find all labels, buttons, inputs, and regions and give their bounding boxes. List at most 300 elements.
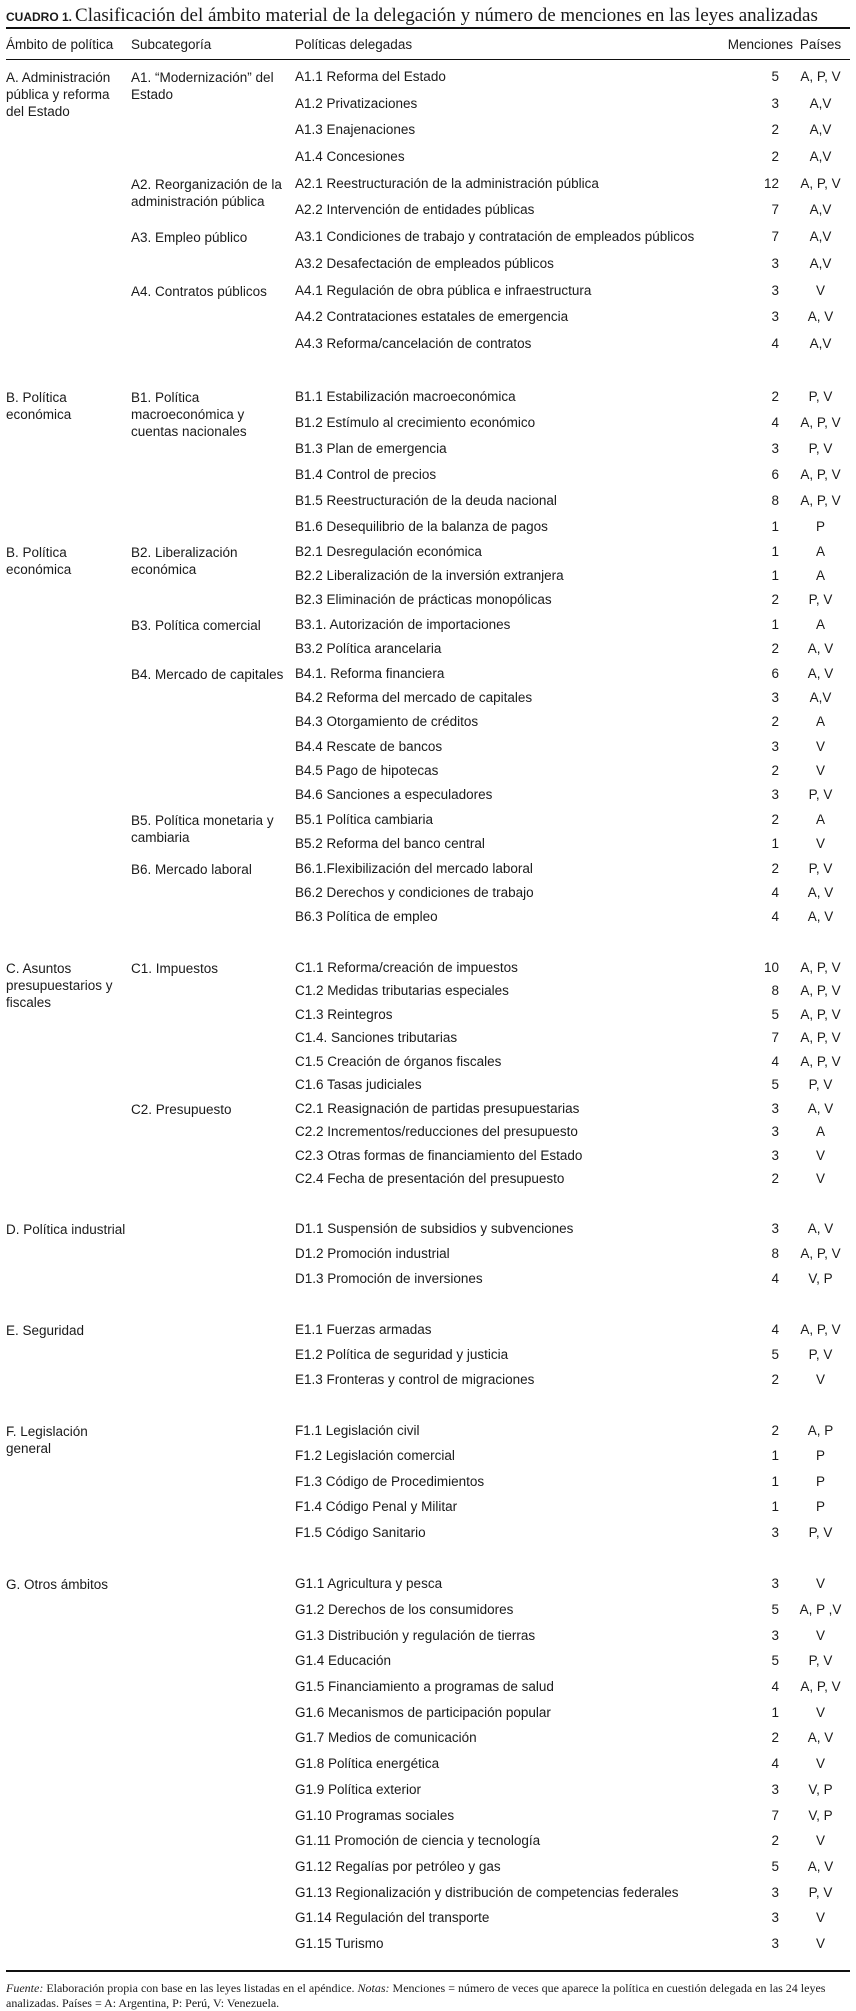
table-row (6, 1372, 850, 1397)
table-row (6, 283, 850, 310)
menciones-cell: 2 (771, 1730, 779, 1746)
header-menciones: Menciones (727, 36, 793, 52)
menciones-cell: 5 (771, 1602, 779, 1617)
menciones-cell: 3 (771, 1576, 779, 1592)
paises-cell: A, V (807, 909, 834, 925)
table-row (6, 690, 850, 714)
subcategoria-cell: A3. Empleo público (131, 230, 248, 246)
politica-cell: B4.2 Reforma del mercado de capitales (295, 689, 533, 705)
politica-cell: C2.3 Otras formas de financiamiento del Estado (295, 1147, 583, 1163)
menciones-cell: 3 (771, 689, 779, 705)
politica-cell: C1.5 Creación de órganos fiscales (295, 1053, 502, 1069)
menciones-cell: 1 (771, 1704, 779, 1720)
paises-cell: A, P, V (800, 959, 841, 975)
politica-cell: A1.1 Reforma del Estado (295, 69, 446, 84)
politica-cell: A4.1 Regulación de obra pública e infraestructura (295, 282, 592, 298)
menciones-cell: 3 (771, 1884, 779, 1900)
menciones-cell: 12 (763, 175, 779, 191)
table-row (6, 1808, 850, 1834)
paises-cell: V (815, 763, 825, 779)
menciones-cell: 3 (771, 255, 779, 271)
paises-cell: V (815, 1833, 825, 1849)
table-row (6, 1885, 850, 1911)
menciones-cell: 6 (771, 665, 779, 681)
paises-cell: P, V (808, 1884, 833, 1900)
politica-cell: A1.2 Privatizaciones (295, 95, 418, 111)
table-row (6, 1936, 850, 1962)
politica-cell: B1.5 Reestructuración de la deuda nacional (295, 492, 557, 508)
politica-cell: B5.1 Política cambiaria (295, 811, 434, 827)
paises-cell: A, V (807, 1220, 834, 1236)
politica-cell: C2.4 Fecha de presentación del presupuesto (295, 1171, 565, 1187)
table-body (6, 69, 850, 1962)
menciones-cell: 1 (771, 543, 779, 559)
paises-cell: A, P, V (800, 175, 841, 191)
section-0 (6, 69, 850, 363)
paises-cell: A (815, 616, 825, 632)
table-row (6, 1756, 850, 1782)
politica-cell: B1.6 Desequilibrio de la balanza de pagos (295, 518, 548, 534)
table-header (6, 29, 850, 60)
paises-cell: V (815, 836, 825, 852)
politica-cell: B1.4 Control de precios (295, 466, 437, 482)
fuente-label: Fuente: (6, 1980, 44, 1995)
paises-cell: V, P (808, 1807, 833, 1823)
politica-cell: C2.1 Reasignación de partidas presupuestarias (295, 1100, 580, 1116)
menciones-cell: 4 (771, 1321, 779, 1337)
menciones-cell: 5 (771, 1653, 779, 1669)
paises-cell: V (815, 1627, 825, 1643)
subcategoria-cell: B2. Liberalización económica (131, 544, 238, 577)
politica-cell: G1.13 Regionalización y distribución de competencias federales (295, 1884, 679, 1900)
paises-cell: A, P, V (800, 1030, 841, 1046)
section-3 (6, 960, 850, 1195)
paises-cell: A (815, 811, 825, 827)
ambito-cell: E. Seguridad (6, 1322, 85, 1338)
paises-cell: A, V (807, 641, 834, 657)
table-row (6, 592, 850, 616)
menciones-cell: 2 (771, 714, 779, 730)
paises-cell: P, V (808, 592, 833, 608)
politica-cell: F1.4 Código Penal y Militar (295, 1499, 458, 1515)
paises-cell: V (815, 282, 825, 298)
table-row (6, 983, 850, 1007)
politica-cell: B3.1. Autorización de importaciones (295, 616, 511, 632)
paises-cell: V, P (808, 1270, 833, 1286)
paises-cell: A, P, V (800, 1053, 841, 1069)
menciones-cell: 4 (771, 885, 779, 901)
politica-cell: G1.5 Financiamiento a programas de salud (295, 1679, 554, 1695)
politica-cell: A2.1 Reestructuración de la administración pública (295, 175, 599, 191)
politica-cell: B4.1. Reforma financiera (295, 665, 445, 681)
paises-cell: A,V (809, 122, 832, 138)
menciones-cell: 3 (771, 1147, 779, 1163)
menciones-cell: 3 (771, 1781, 779, 1797)
table-row (6, 1628, 850, 1654)
menciones-cell: 3 (771, 738, 779, 754)
subcategoria-cell: C2. Presupuesto (131, 1101, 232, 1117)
table-row (6, 1653, 850, 1679)
table-footer (6, 1970, 850, 2011)
ambito-cell: F. Legislación general (6, 1423, 88, 1456)
menciones-cell: 2 (771, 763, 779, 779)
ambito-cell: B. Política económica (6, 544, 72, 577)
menciones-cell: 2 (771, 1371, 779, 1387)
section-1 (6, 389, 850, 535)
paises-cell: A,V (809, 149, 832, 165)
table-row (6, 666, 850, 690)
paises-cell: A,V (809, 229, 832, 245)
menciones-cell: 1 (771, 1499, 779, 1515)
subcategoria-cell: B5. Política monetaria y cambiaria (131, 812, 274, 845)
ambito-cell: A. Administración pública y reforma del Estado (6, 70, 111, 119)
table-row (6, 1221, 850, 1246)
paises-cell: A,V (809, 689, 832, 705)
subcategoria-cell: C1. Impuestos (131, 960, 219, 976)
table-row (6, 1007, 850, 1031)
paises-cell: P, V (808, 860, 833, 876)
paises-cell: A, P ,V (799, 1602, 842, 1617)
paises-cell: V (815, 1704, 825, 1720)
notas-text: Menciones = número de veces que aparece la política en cuestión delegada en las 24 leyes analizadas. Países = A: Argentina, P: Perú, V: Venezuela. (6, 1980, 826, 2010)
menciones-cell: 7 (771, 229, 779, 245)
table-row (6, 763, 850, 787)
fuente-text: Elaboración propia con base en las leyes listadas en el apéndice. (46, 1980, 355, 1995)
menciones-cell: 7 (771, 1030, 779, 1046)
notas-label: Notas: (357, 1980, 390, 1995)
table-row (6, 1148, 850, 1172)
politica-cell: G1.10 Programas sociales (295, 1807, 455, 1823)
menciones-cell: 4 (771, 414, 779, 430)
menciones-cell: 3 (771, 1627, 779, 1643)
politica-cell: B3.2 Política arancelaria (295, 641, 442, 657)
table-caption: Clasificación del ámbito material de la delegación y número de menciones en las leyes analizadas (75, 5, 818, 26)
table-row (6, 787, 850, 811)
table-row (6, 309, 850, 336)
menciones-cell: 3 (771, 787, 779, 803)
politica-cell: A4.3 Reforma/cancelación de contratos (295, 335, 532, 351)
table-row (6, 861, 850, 885)
paises-cell: P, V (808, 1346, 833, 1362)
table-row (6, 714, 850, 738)
menciones-cell: 3 (771, 309, 779, 325)
table-row (6, 256, 850, 283)
paises-cell: V (815, 1935, 825, 1951)
menciones-cell: 1 (771, 1473, 779, 1489)
politica-cell: C2.2 Incrementos/reducciones del presupuesto (295, 1124, 578, 1140)
politica-cell: G1.4 Educación (295, 1653, 392, 1669)
table-row (6, 641, 850, 665)
politica-cell: G1.9 Política exterior (295, 1781, 422, 1797)
paises-cell: A,V (809, 335, 832, 351)
table-row (6, 1246, 850, 1271)
table-row (6, 1054, 850, 1078)
section-5 (6, 1322, 850, 1397)
paises-cell: A, P, V (800, 1321, 841, 1337)
menciones-cell: 3 (771, 1220, 779, 1236)
paises-cell: A,V (809, 95, 832, 111)
politica-cell: B2.3 Eliminación de prácticas monopólicas (295, 592, 552, 608)
politica-cell: B6.2 Derechos y condiciones de trabajo (295, 885, 534, 901)
subcategoria-cell: B3. Política comercial (131, 617, 261, 633)
paises-cell: A (815, 1124, 825, 1140)
subcategoria-cell: B6. Mercado laboral (131, 861, 252, 877)
politica-cell: D1.2 Promoción industrial (295, 1245, 450, 1261)
paises-cell: V (815, 1910, 825, 1926)
menciones-cell: 8 (771, 1245, 779, 1261)
politica-cell: G1.6 Mecanismos de participación popular (295, 1704, 551, 1720)
table-row (6, 175, 850, 209)
politica-cell: A1.3 Enajenaciones (295, 122, 416, 138)
paises-cell: A, P, V (800, 492, 841, 508)
table-row (6, 1859, 850, 1885)
menciones-cell: 5 (771, 69, 779, 84)
paises-cell: P, V (808, 388, 833, 404)
paises-cell: A, P, V (800, 983, 841, 999)
politica-cell: A1.4 Concesiones (295, 149, 405, 165)
table-row (6, 1679, 850, 1705)
politica-cell: C1.1 Reforma/creación de impuestos (295, 959, 518, 975)
subcategoria-cell: B4. Mercado de capitales (131, 666, 284, 682)
section-4 (6, 1221, 850, 1296)
table-title (6, 0, 850, 27)
table-row (6, 1910, 850, 1936)
subcategoria-cell: A1. “Modernización” del Estado (131, 70, 274, 102)
paises-cell: P, V (808, 787, 833, 803)
section-7 (6, 1576, 850, 1961)
politica-cell: E1.3 Fronteras y control de migraciones (295, 1371, 535, 1387)
menciones-cell: 2 (771, 811, 779, 827)
table-row (6, 1833, 850, 1859)
politica-cell: B5.2 Reforma del banco central (295, 836, 485, 852)
politica-cell: C1.3 Reintegros (295, 1006, 393, 1022)
table-row (6, 1576, 850, 1602)
menciones-cell: 3 (771, 1124, 779, 1140)
section-2 (6, 544, 850, 934)
table-row (6, 441, 850, 467)
politica-cell: F1.2 Legislación comercial (295, 1448, 455, 1464)
politica-cell: B2.1 Desregulación económica (295, 543, 482, 559)
paises-cell: A,V (809, 255, 832, 271)
politica-cell: C1.6 Tasas judiciales (295, 1077, 422, 1093)
menciones-cell: 7 (771, 202, 779, 218)
politica-cell: A3.1 Condiciones de trabajo y contratación de empleados públicos (295, 229, 695, 245)
menciones-cell: 2 (771, 149, 779, 165)
politica-cell: A3.2 Desafectación de empleados públicos (295, 255, 554, 271)
politica-cell: B4.4 Rescate de bancos (295, 738, 443, 754)
paises-cell: A, P, V (800, 1245, 841, 1261)
menciones-cell: 3 (771, 1524, 779, 1540)
politica-cell: F1.3 Código de Procedimientos (295, 1473, 485, 1489)
menciones-cell: 8 (771, 983, 779, 999)
table-row (6, 1499, 850, 1525)
table-row (6, 1171, 850, 1195)
menciones-cell: 6 (771, 466, 779, 482)
table-row (6, 149, 850, 176)
paises-cell: V (815, 1147, 825, 1163)
header-subcategoria: Subcategoría (131, 36, 212, 52)
menciones-cell: 3 (771, 95, 779, 111)
menciones-cell: 4 (771, 1053, 779, 1069)
header-paises: Países (799, 36, 842, 52)
paises-cell: P (815, 1473, 825, 1489)
politica-cell: G1.14 Regulación del transporte (295, 1910, 490, 1926)
menciones-cell: 2 (771, 860, 779, 876)
paises-cell: P (815, 1448, 825, 1464)
politica-cell: D1.1 Suspensión de subsidios y subvenciones (295, 1220, 574, 1236)
menciones-cell: 4 (771, 909, 779, 925)
paises-cell: A, V (807, 665, 834, 681)
politica-cell: E1.2 Política de seguridad y justicia (295, 1346, 509, 1362)
paises-cell: P, V (808, 1524, 833, 1540)
paises-cell: A, P, V (800, 414, 841, 430)
paises-cell: A, P, V (800, 1679, 841, 1695)
politica-cell: B4.5 Pago de hipotecas (295, 763, 439, 779)
politica-cell: B1.3 Plan de emergencia (295, 440, 447, 456)
ambito-cell: B. Política económica (6, 389, 72, 422)
table-number: CUADRO 1. (6, 10, 73, 24)
table-row (6, 336, 850, 363)
ambito-cell: G. Otros ámbitos (6, 1577, 109, 1593)
subcategoria-cell: A4. Contratos públicos (131, 283, 267, 299)
politica-cell: E1.1 Fuerzas armadas (295, 1321, 432, 1337)
politica-cell: D1.3 Promoción de inversiones (295, 1270, 483, 1286)
politica-cell: G1.12 Regalías por petróleo y gas (295, 1858, 501, 1874)
table-row (6, 1730, 850, 1756)
table-row (6, 1525, 850, 1551)
table-row (6, 1077, 850, 1101)
header-politicas: Políticas delegadas (295, 36, 413, 52)
paises-cell: V (815, 1371, 825, 1387)
paises-cell: P (815, 1499, 825, 1515)
politica-cell: B1.1 Estabilización macroeconómica (295, 388, 516, 404)
paises-cell: V (815, 1756, 825, 1772)
politica-cell: A2.2 Intervención de entidades públicas (295, 202, 535, 218)
politica-cell: B4.3 Otorgamiento de créditos (295, 714, 479, 730)
table-row (6, 229, 850, 256)
table-row (6, 909, 850, 933)
politica-cell: G1.8 Política energética (295, 1756, 440, 1772)
politica-cell: F1.5 Código Sanitario (295, 1524, 426, 1540)
menciones-cell: 2 (771, 641, 779, 657)
paises-cell: A (815, 543, 825, 559)
menciones-cell: 5 (771, 1858, 779, 1874)
paises-cell: A, V (807, 1858, 834, 1874)
paises-cell: P (815, 518, 825, 534)
table-row (6, 617, 850, 641)
politica-cell: B1.2 Estímulo al crecimiento económico (295, 414, 536, 430)
paises-cell: A, V (807, 1100, 834, 1116)
header-ambito: Ámbito de política (6, 36, 114, 52)
paises-cell: V (815, 1576, 825, 1592)
menciones-cell: 3 (771, 282, 779, 298)
politica-cell: B6.3 Política de empleo (295, 909, 438, 925)
menciones-cell: 1 (771, 518, 779, 534)
subcategoria-cell: A2. Reorganización de la administración pública (131, 176, 282, 209)
menciones-cell: 8 (771, 492, 779, 508)
politica-cell: G1.7 Medios de comunicación (295, 1730, 477, 1746)
politica-cell: G1.11 Promoción de ciencia y tecnología (295, 1833, 541, 1849)
menciones-cell: 3 (771, 1100, 779, 1116)
menciones-cell: 1 (771, 1448, 779, 1464)
table-row (6, 1347, 850, 1372)
politica-cell: B4.6 Sanciones a especuladores (295, 787, 493, 803)
menciones-cell: 4 (771, 1756, 779, 1772)
politica-cell: B6.1.Flexibilización del mercado laboral (295, 860, 533, 876)
menciones-cell: 4 (771, 1270, 779, 1286)
menciones-cell: 2 (771, 1422, 779, 1438)
politica-cell: C1.4. Sanciones tributarias (295, 1030, 458, 1046)
table-row (6, 1448, 850, 1474)
paises-cell: A (815, 567, 825, 583)
paises-cell: A, V (807, 885, 834, 901)
politica-cell: G1.3 Distribución y regulación de tierras (295, 1627, 536, 1643)
table-row (6, 1474, 850, 1500)
paises-cell: A, P, V (800, 466, 841, 482)
politica-cell: G1.1 Agricultura y pesca (295, 1576, 443, 1592)
menciones-cell: 4 (771, 335, 779, 351)
table-row (6, 1030, 850, 1054)
paises-cell: P, V (808, 1077, 833, 1093)
table-row (6, 467, 850, 493)
table-row (6, 1322, 850, 1347)
paises-cell: A, P, V (800, 1006, 841, 1022)
politica-cell: G1.2 Derechos de los consumidores (295, 1602, 514, 1617)
table-row (6, 1124, 850, 1148)
paises-cell: P, V (808, 1653, 833, 1669)
menciones-cell: 1 (771, 567, 779, 583)
subcategoria-cell: B1. Política macroeconómica y cuentas nacionales (131, 389, 247, 439)
menciones-cell: 5 (771, 1346, 779, 1362)
menciones-cell: 10 (763, 959, 779, 975)
paises-cell: A (815, 714, 825, 730)
section-6 (6, 1423, 850, 1551)
table-row (6, 1271, 850, 1296)
ambito-cell: D. Política industrial (6, 1221, 126, 1237)
politica-cell: C1.2 Medidas tributarias especiales (295, 983, 509, 999)
table-row (6, 493, 850, 519)
ambito-cell: C. Asuntos presupuestarios y fiscales (6, 960, 113, 1010)
menciones-cell: 3 (771, 1935, 779, 1951)
menciones-cell: 3 (771, 440, 779, 456)
menciones-cell: 2 (771, 122, 779, 138)
menciones-cell: 2 (771, 1171, 779, 1187)
politica-cell: F1.1 Legislación civil (295, 1422, 420, 1438)
menciones-cell: 5 (771, 1077, 779, 1093)
table-row (6, 885, 850, 909)
menciones-cell: 2 (771, 388, 779, 404)
paises-cell: A, P, V (800, 69, 841, 84)
table-row (6, 122, 850, 149)
paises-cell: A,V (809, 202, 832, 218)
menciones-cell: 2 (771, 592, 779, 608)
menciones-cell: 1 (771, 616, 779, 632)
table-row (6, 519, 850, 535)
paises-cell: V (815, 738, 825, 754)
menciones-cell: 1 (771, 836, 779, 852)
table-row (6, 1101, 850, 1125)
menciones-cell: 4 (771, 1679, 779, 1695)
politica-cell: G1.15 Turismo (295, 1935, 384, 1951)
menciones-cell: 7 (771, 1807, 779, 1823)
table-row (6, 739, 850, 763)
paises-cell: A, V (807, 309, 834, 325)
menciones-cell: 3 (771, 1910, 779, 1926)
paises-cell: P, V (808, 440, 833, 456)
table-row (6, 1705, 850, 1731)
menciones-cell: 5 (771, 1006, 779, 1022)
politica-cell: B2.2 Liberalización de la inversión extranjera (295, 567, 564, 583)
